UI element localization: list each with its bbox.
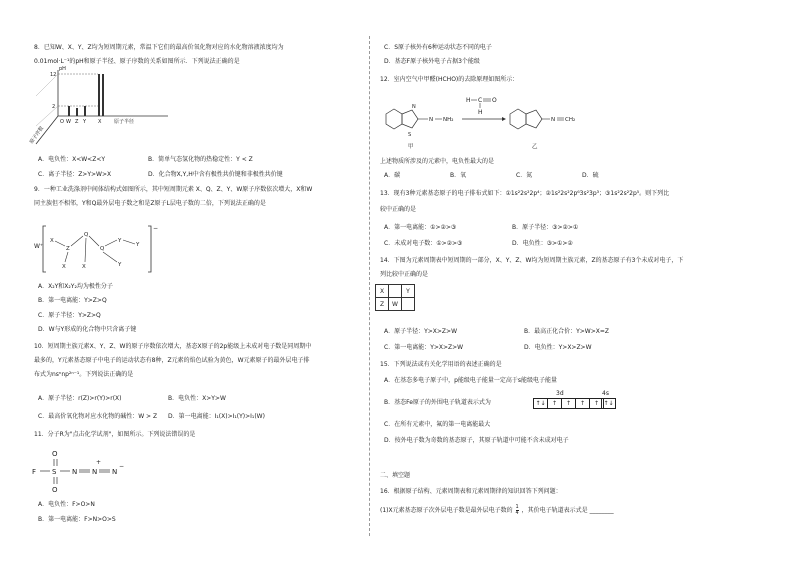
q8-label-x: X (98, 119, 102, 125)
q12-atom-h2: H (478, 109, 483, 116)
q9-atom-q1: Q (84, 232, 89, 238)
q11-option-a: A．电负性：F>O>N (38, 501, 95, 508)
q8-bar-x (98, 74, 100, 116)
q14-cell-z: Z (376, 298, 389, 311)
q12-atom-o: O (492, 97, 497, 104)
q12-atom-n-ring1: N (412, 104, 416, 110)
q8-bar-z (76, 108, 78, 116)
q10-line1: 10．短周期主族元素X、Y、Z、W的原子序数依次增大，基态X原子的2p能级上未成对电子数是同周期中 (34, 343, 312, 350)
q9-anion-charge: − (153, 225, 159, 232)
q11-charge-plus: + (96, 459, 102, 466)
q8-figure (28, 66, 178, 146)
q16-fraction (516, 505, 519, 516)
q14-option-d: D．电负性：Y>X>Z>W (524, 344, 592, 351)
q14-option-a: A．原子半径：Y>X>Z>W (384, 328, 458, 335)
q14-cell-empty1 (389, 285, 402, 298)
q10-option-d: D．第一电离能：I₁(X)>I₁(Y)>I₁(W) (168, 413, 265, 420)
q14-cell-w: W (389, 298, 402, 311)
q8-label-radius: 原子半径 (114, 119, 135, 125)
q13-option-b: B．原子半径：③>②>① (512, 224, 579, 231)
q9-atom-y2: Y (118, 262, 122, 268)
orbital-diagram-3d (534, 398, 604, 409)
q9-atom-y3: Y (136, 242, 140, 248)
q11-atom-s: S (52, 468, 57, 476)
q10-option-b: B．电负性：X>Y>W (168, 395, 226, 402)
q12-option-b: B．氧 (450, 172, 467, 179)
q12-option-c: C．氮 (516, 172, 533, 179)
q12-option-d: D．硫 (582, 172, 599, 179)
q12-arrow-head (502, 117, 506, 121)
q10-option-c: C．最高价氧化物对应水化物的碱性：W > Z (38, 413, 158, 420)
q12-scheme (378, 92, 618, 150)
q12-line1: 12．室内空气中甲醛(HCHO)的去除原理如图所示： (380, 76, 519, 83)
orbital-4s-1: ↑↓ (601, 398, 616, 409)
orbital-label-3d: 3d (556, 390, 564, 397)
q11-atom-n1: N (72, 468, 78, 476)
q8-label-ph: pH (59, 66, 66, 72)
q12-label-jia: 甲 (408, 144, 414, 150)
q8-label-o: O (60, 119, 64, 125)
q16-line1: 16．根据原子结构、元素周期表和元素周期律的知识回答下列问题： (380, 488, 562, 495)
orbital-3d-5: ↑ (589, 398, 604, 409)
q16-answer-blank[interactable]: ________ (589, 507, 614, 514)
q16-line2-pre: (1)X元素基态原子次外层电子数是最外层电子数的 (380, 507, 513, 514)
q9-structure (32, 222, 162, 276)
q8-option-d: D．化合物X,Y,H中含有极性共价键和非极性共价键 (148, 171, 283, 178)
q16-frac-num: 1 (515, 504, 519, 510)
q8-bar-y (84, 106, 86, 116)
q12-atom-s-ring1: S (408, 132, 412, 138)
q9-atom-x3: X (82, 264, 86, 270)
q16-frac-den: 4 (515, 510, 519, 516)
q11-option-c: C．S原子核外有6种运动状态不同的电子 (384, 44, 492, 51)
q9-bracket-right (148, 226, 151, 272)
q11-line1: 11．分子R为"点击化学试剂"，如图所示。下列说法错误的是 (34, 431, 196, 438)
q9-line2: 同主族但不相邻，Y和Q最外层电子数之和是Z原子L层电子数的二倍，下列说法正确的是 (34, 200, 266, 207)
q15-option-b: B．基态Fe原子的外围电子轨道表示式为 (384, 399, 491, 406)
q12-benzene-1 (386, 109, 402, 129)
q15-option-c: C．在所有元素中，氟的第一电离能最大 (384, 421, 491, 428)
q13-option-d: D．电负性：③>①>② (512, 240, 573, 247)
orbital-3d-2: ↑ (547, 398, 562, 409)
orbital-diagram-4s (602, 398, 616, 409)
q8-line1: 8．已知W、X、Y、Z均为短周期元素，常温下它们的最高价氧化物对应的水化物溶液浓度均为 (34, 44, 284, 51)
q13-option-c: C．未成对电子数：①>②>③ (384, 240, 463, 247)
q9-atom-y1: Y (118, 238, 122, 244)
q14-cell-x: X (376, 285, 389, 298)
q13-option-a: A．第一电离能：①>②>③ (384, 224, 457, 231)
q9-atom-q2: Q (100, 246, 105, 252)
q8-label-12: 12 (50, 72, 57, 78)
q11-atom-n3: N (112, 468, 118, 476)
q14-cell-y: Y (402, 285, 415, 298)
orbital-3d-1: ↑↓ (533, 398, 548, 409)
q12-thiazole-2 (526, 110, 542, 128)
q8-label-2: 2 (52, 104, 56, 110)
q9-option-a: A．X₂Y和X₂Y₂均为极性分子 (38, 283, 113, 290)
q8-label-z: Z (75, 119, 79, 125)
q12-thiazole-1 (402, 110, 418, 128)
orbital-3d-4: ↑ (575, 398, 590, 409)
q8-line2: 0.01mol·L⁻¹的pH和原子半径、原子序数的关系如图所示．下列说法正确的是 (34, 58, 240, 65)
q11-atom-n2: N (92, 468, 98, 476)
q8-option-c: C．离子半径：Z>Y>W>X (38, 171, 112, 178)
orbital-3d-3: ↑ (561, 398, 576, 409)
q12-atom-h1: H (466, 97, 471, 104)
q14-line1: 14．下图为元素周期表中短周期的一部分，X、Y、Z、W均为短周期主族元素，Z的基态原子有3个未成对电子，下 (380, 257, 684, 264)
q15-option-d: D．按外电子数为奇数的基态原子，其原子轨道中可能不含未成对电子 (384, 437, 569, 444)
q11-atom-f: F (32, 468, 37, 476)
q11-charge-minus: − (119, 463, 125, 470)
column-divider (369, 36, 370, 536)
q12-atom-n-chain2: N (551, 117, 556, 123)
q9-w-cation: W⁺ (34, 243, 44, 250)
q12-label-yi: 乙 (532, 144, 538, 150)
q16-line2 (380, 505, 614, 516)
q8-label-w: W (66, 119, 71, 125)
q9-option-b: B．第一电离能：Y>Z>Q (38, 297, 107, 304)
q11-option-b: B．第一电离能：F>N>O>S (38, 516, 116, 523)
q8-label-seq: 原子序数 (28, 125, 46, 146)
q14-option-b: B．最高正化合价：Y>W>X=Z (524, 328, 610, 335)
q12-atom-nh2: NH₂ (443, 117, 454, 123)
q15-line1: 15．下列说法或有关化学用语的表述正确的是 (380, 361, 502, 368)
q8-bar-x2 (102, 74, 104, 116)
q11-option-d: D．基态F原子核外电子占据3个能级 (384, 58, 480, 65)
q8-option-a: A．电负性：X<W<Z<Y (38, 156, 106, 163)
q10-line2: 最多的，Y元素基态原子中电子的运动状态有8种，Z元素的焰色试验为黄色，W元素原子的最外层电子排 (34, 357, 310, 364)
q11-atom-o1: O (52, 450, 58, 458)
q12-line2: 上述物质所涉及的元素中，电负性最大的是 (380, 158, 495, 165)
q12-atom-n-chain1: N (429, 117, 434, 123)
q8-label-y: Y (83, 119, 87, 125)
q9-atom-x2: X (62, 264, 66, 270)
q10-line3: 布式为nsⁿnp²ⁿ⁻¹。下列说法正确的是 (34, 371, 134, 378)
q14-option-c: C．第一电离能：Y>X>Z>W (384, 344, 464, 351)
q14-line2: 列比较中正确的是 (380, 271, 429, 278)
q13-line1: 13．现有3种元素基态原子的电子排布式如下：①1s²2s²2p⁴；②1s²2s²2p⁶3s²3p³；③1s²2s²2p⁵。则下列比 (380, 190, 670, 197)
q14-cell-empty2 (402, 298, 415, 311)
q12-option-a: A．碳 (384, 172, 401, 179)
q8-bar-w (68, 106, 70, 116)
q12-atom-c: C (478, 97, 483, 104)
q11-molecule (30, 448, 140, 496)
orbital-label-4s: 4s (602, 390, 609, 397)
q9-atom-z: Z (66, 246, 70, 252)
q16-line2-post: ，其价电子轨道表示式是 (521, 507, 588, 514)
q15-option-a: A．在基态多电子原子中，p能级电子能量一定高于s能级电子能量 (384, 377, 558, 384)
q8-option-b: B．简单气态氢化物的热稳定性：Y < Z (148, 156, 253, 163)
section-title-fill-in: 二、填空题 (380, 472, 411, 479)
q9-atom-x1: X (50, 238, 54, 244)
q13-line2: 较中正确的是 (380, 206, 417, 213)
q14-periodic-table (375, 284, 415, 311)
q9-line1: 9．一种工业洗涤剂中间体结构式如图所示，其中短周期元素 X、Q、Z、Y、W原子序数依次增大，X和W (34, 186, 313, 193)
q11-atom-o2: O (52, 486, 58, 494)
q12-benzene-2 (510, 109, 526, 129)
q10-option-a: A．原子半径：r(Z)>r(Y)>r(X) (38, 395, 122, 402)
q9-bracket-left (43, 226, 46, 272)
q12-atom-ch2: CH₂ (565, 117, 576, 123)
q9-option-c: C．原子半径：Y>Z>Q (38, 312, 101, 319)
q9-option-d: D．W与Y形成的化合物中只含离子键 (38, 326, 137, 333)
